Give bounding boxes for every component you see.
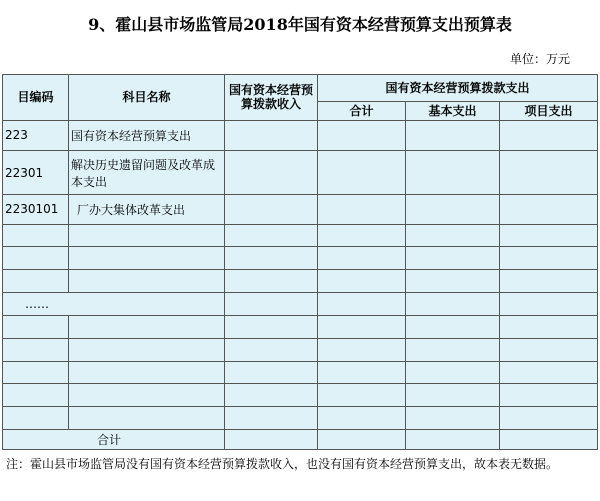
cell-empty <box>225 430 318 450</box>
cell-empty <box>318 430 406 450</box>
cell-empty <box>406 247 500 270</box>
cell-empty <box>406 120 500 150</box>
cell-empty <box>406 407 500 430</box>
cell-empty <box>225 270 318 293</box>
cell-empty <box>318 120 406 150</box>
cell-empty <box>69 247 225 270</box>
cell-empty <box>406 315 500 338</box>
cell-empty <box>225 293 318 316</box>
cell-empty <box>3 247 69 270</box>
cell-empty <box>69 338 225 361</box>
table-row <box>3 224 598 247</box>
cell-empty <box>225 384 318 407</box>
cell-empty <box>3 407 69 430</box>
header-code: 目编码 <box>3 75 69 121</box>
cell-empty <box>500 293 598 316</box>
cell-empty <box>225 247 318 270</box>
cell-empty <box>500 361 598 384</box>
header-project: 项目支出 <box>500 102 598 121</box>
cell-empty <box>406 361 500 384</box>
cell-empty <box>225 120 318 150</box>
table-row <box>3 361 598 384</box>
cell-empty <box>69 270 225 293</box>
cell-empty <box>225 195 318 224</box>
cell-empty <box>3 315 69 338</box>
cell-empty <box>318 338 406 361</box>
table-row <box>3 384 598 407</box>
header-row-1 <box>3 75 598 102</box>
cell-empty <box>406 224 500 247</box>
header-revenue: 国有资本经营预算拨款收入 <box>225 75 318 121</box>
cell-empty <box>406 430 500 450</box>
table-row <box>3 407 598 430</box>
cell-empty <box>406 270 500 293</box>
cell-empty <box>318 247 406 270</box>
cell-empty <box>69 224 225 247</box>
cell-empty <box>500 270 598 293</box>
row-name: 厂办大集体改革支出 <box>69 195 225 224</box>
header-expense-group: 国有资本经营预算拨款支出 <box>318 75 598 102</box>
row-code: 22301 <box>3 150 69 195</box>
cell-empty <box>406 150 500 195</box>
cell-empty <box>225 361 318 384</box>
cell-empty <box>500 384 598 407</box>
table-row <box>3 315 598 338</box>
cell-empty <box>406 338 500 361</box>
table-row <box>3 195 598 224</box>
cell-empty <box>3 361 69 384</box>
total-row <box>3 430 598 450</box>
row-name: 国有资本经营预算支出 <box>69 120 225 150</box>
cell-empty <box>500 430 598 450</box>
cell-empty <box>69 315 225 338</box>
cell-empty <box>318 361 406 384</box>
cell-empty <box>500 224 598 247</box>
cell-empty <box>3 270 69 293</box>
cell-empty <box>3 338 69 361</box>
table-row <box>3 293 598 316</box>
budget-table <box>2 74 598 450</box>
cell-empty <box>318 195 406 224</box>
unit-label: 单位：万元 <box>509 52 570 66</box>
cell-empty <box>225 224 318 247</box>
cell-empty <box>500 150 598 195</box>
cell-empty <box>406 195 500 224</box>
row-code: 223 <box>3 120 69 150</box>
cell-empty <box>225 150 318 195</box>
cell-empty <box>318 315 406 338</box>
cell-empty <box>500 407 598 430</box>
footnote: 注：霍山县市场监管局没有国有资本经营预算拨款收入，也没有国有资本经营预算支出，故本表无数据。 <box>6 457 559 471</box>
cell-empty <box>225 315 318 338</box>
row-name: 解决历史遗留问题及改革成本支出 <box>69 150 225 195</box>
cell-empty <box>406 384 500 407</box>
cell-empty <box>318 407 406 430</box>
cell-empty <box>225 338 318 361</box>
cell-empty <box>318 270 406 293</box>
cell-empty <box>3 384 69 407</box>
total-label-cell <box>3 430 225 450</box>
table-row <box>3 338 598 361</box>
cell-empty <box>500 247 598 270</box>
cell-empty <box>318 384 406 407</box>
page-title: 9、霍山县市场监管局2018年国有资本经营预算支出预算表 <box>88 15 512 34</box>
table-row <box>3 120 598 150</box>
table-row <box>3 270 598 293</box>
cell-empty <box>500 195 598 224</box>
total-label: 合计 <box>97 433 122 448</box>
table-row <box>3 247 598 270</box>
cell-empty <box>69 407 225 430</box>
cell-empty <box>3 224 69 247</box>
header-total: 合计 <box>318 102 406 121</box>
cell-empty <box>500 338 598 361</box>
cell-empty <box>69 384 225 407</box>
header-name: 科目名称 <box>69 75 225 121</box>
table-row <box>3 150 598 195</box>
cell-empty <box>318 150 406 195</box>
cell-empty <box>318 293 406 316</box>
header-basic: 基本支出 <box>406 102 500 121</box>
ellipsis: …… <box>25 296 49 311</box>
cell-empty <box>406 293 500 316</box>
cell-empty <box>500 315 598 338</box>
row-code: 2230101 <box>3 195 69 224</box>
cell-empty <box>318 224 406 247</box>
cell-empty <box>69 361 225 384</box>
cell-empty <box>225 407 318 430</box>
cell-empty <box>500 120 598 150</box>
ellipsis-cell <box>3 293 225 316</box>
